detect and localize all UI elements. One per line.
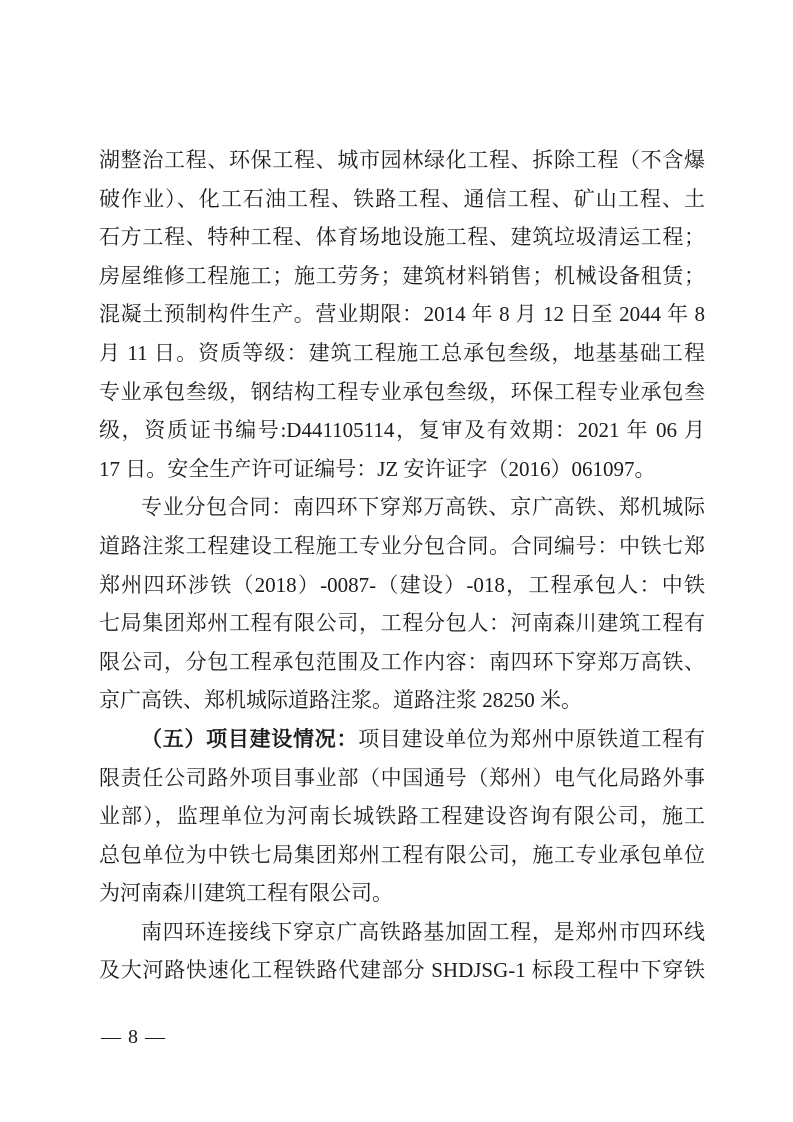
- text-line: 七局集团郑州工程有限公司，工程分包人：河南森川建筑工程有: [99, 611, 705, 636]
- text-line: 及大河路快速化工程铁路代建部分 SHDJSG-1 标段工程中下穿铁: [99, 958, 705, 983]
- text-line: （五）项目建设情况：项目建设单位为郑州中原铁道工程有: [141, 726, 706, 751]
- text-line: 混凝土预制构件生产。营业期限：2014 年 8 月 12 日至 2044 年 8: [99, 302, 705, 327]
- paragraph-subcontract-agreement: [99, 488, 705, 720]
- text-line: 专业承包叁级，钢结构工程专业承包叁级，环保工程专业承包叁: [99, 379, 705, 404]
- text-line: 道路注浆工程建设工程施工专业分包合同。合同编号：中铁七郑: [99, 533, 705, 558]
- paragraph-business-scope-continued: [99, 141, 705, 488]
- text-line: 业部），监理单位为河南长城铁路工程建设咨询有限公司，施工: [99, 804, 705, 829]
- text-line: 17 日。安全生产许可证编号：JZ 安许证字（2016）061097。: [99, 456, 656, 481]
- text-line: 总包单位为中铁七局集团郑州工程有限公司，施工专业承包单位: [99, 842, 705, 867]
- page-number: — 8 —: [101, 1026, 166, 1048]
- paragraph-south-fourth-ring-project: [99, 913, 705, 990]
- paragraph-project-construction-overview: [99, 720, 705, 913]
- section-heading: （五）项目建设情况：: [141, 726, 359, 751]
- text-line: 京广高铁、郑机城际道路注浆。道路注浆 28250 米。: [99, 688, 582, 713]
- text-line: 限公司，分包工程承包范围及工作内容：南四环下穿郑万高铁、: [99, 649, 705, 674]
- text-line: 专业分包合同：南四环下穿郑万高铁、京广高铁、郑机城际: [141, 495, 705, 520]
- text-line: 限责任公司路外项目事业部（中国通号（郑州）电气化局路外事: [99, 765, 705, 790]
- text-line: 湖整治工程、环保工程、城市园林绿化工程、拆除工程（不含爆: [99, 148, 705, 172]
- document-body: [99, 141, 705, 990]
- text-line: 石方工程、特种工程、体育场地设施工程、建筑垃圾清运工程；: [99, 225, 705, 250]
- text-line: 破作业）、化工石油工程、铁路工程、通信工程、矿山工程、土: [99, 186, 705, 211]
- text-line: 为河南森川建筑工程有限公司。: [99, 881, 393, 906]
- text-line: 月 11 日。资质等级：建筑工程施工总承包叁级，地基基础工程: [99, 340, 705, 365]
- text-line: 房屋维修工程施工；施工劳务；建筑材料销售；机械设备租赁；: [99, 263, 705, 288]
- text-line: 南四环连接线下穿京广高铁路基加固工程，是郑州市四环线: [141, 919, 705, 944]
- text-line: 郑州四环涉铁（2018）-0087-（建设）-018，工程承包人：中铁: [99, 572, 705, 597]
- text-line: 级，资质证书编号:D441105114，复审及有效期：2021 年 06 月: [99, 418, 705, 443]
